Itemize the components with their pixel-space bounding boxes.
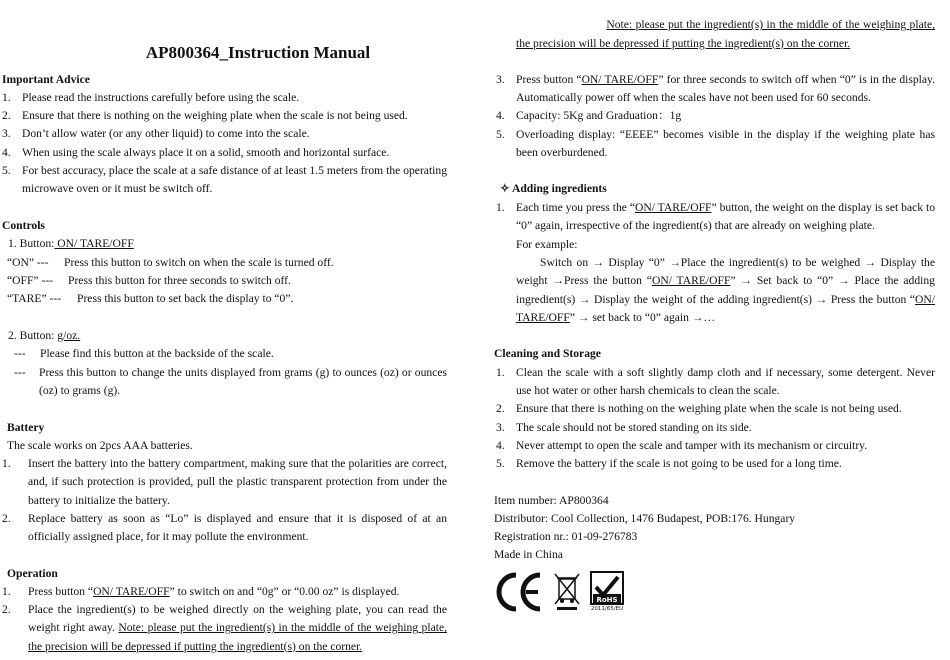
cleaning-item-2: Ensure that there is nothing on the weighing plate when the scale is not being used. (516, 402, 902, 415)
op2-note-cont: Note: please put the ingredient(s) in the middle of the weighing plate, the precision will be depressed if putting the ingredient(s) on the corner. (516, 18, 935, 50)
op2-pre: Place the ingredient(s) to be weighed directly on the weighing plate, you can read the weight right away. (28, 603, 447, 635)
advice-item-1: Please read the instructions carefully before using the scale. (22, 91, 300, 104)
rohs-icon (590, 571, 624, 611)
tare-key: “TARE” --- (7, 292, 62, 305)
dash-1: --- (14, 347, 26, 360)
op3-button: ON/ TARE/OFF (581, 73, 659, 86)
operation-item-4: Capacity: 5Kg and Graduation：1g (516, 109, 682, 122)
cleaning-heading: Cleaning and Storage (494, 347, 601, 360)
adding-item-1 (516, 199, 935, 236)
cleaning-number-3: 3. (496, 421, 505, 434)
advice-number-3: 3. (2, 127, 11, 140)
button2-prefix: 2. Button: (8, 329, 55, 342)
advice-number-2: 2. (2, 109, 11, 122)
advice-item-2: Ensure that there is nothing on the weighing plate when the scale is not being used. (22, 109, 408, 122)
rohs-date: 2011/65/EU (590, 606, 624, 612)
button2-text-2 (39, 364, 447, 401)
made-in: Made in China (494, 548, 563, 561)
example-button-1: ON/ TARE/OFF (651, 274, 731, 288)
button2-text-1: Please find this button at the backside of the scale. (40, 347, 274, 360)
button2-text-2-content: Press this button to change the units displayed from grams (g) to ounces (oz) or ounces (oz) to grams (g). (39, 366, 447, 398)
advice-number-1: 1. (2, 91, 11, 104)
on-key: “ON” --- (7, 256, 49, 269)
battery-number-1: 1. (2, 457, 11, 470)
button1-name: ON/ TARE/OFF (54, 237, 134, 250)
item-number: Item number: AP800364 (494, 494, 609, 507)
adding-example-label: For example: (516, 238, 578, 251)
cleaning-number-1: 1. (496, 366, 505, 379)
on-line (7, 254, 49, 272)
example-button-2: ON/ TARE/OFF (516, 292, 935, 324)
adding-button: ON/ TARE/OFF (634, 201, 712, 214)
adding-number-1: 1. (496, 201, 505, 214)
operation-number-5: 5. (496, 128, 505, 141)
operation-number-3: 3. (496, 73, 505, 86)
battery-intro: The scale works on 2pcs AAA batteries. (7, 439, 193, 452)
operation-item-5: Overloading display: “EEEE” becomes visible in the display if the weighing plate has been overburdened. (516, 128, 935, 160)
cleaning-number-4: 4. (496, 439, 505, 452)
off-line (7, 272, 53, 290)
advice-number-4: 4. (2, 146, 11, 159)
cleaning-item-4: Never attempt to open the scale and tamper with its mechanism or circuitry. (516, 439, 868, 452)
page-title: AP800364_Instruction Manual (145, 43, 371, 62)
button1-line (8, 235, 134, 253)
tare-line (7, 290, 61, 308)
adding-ingredients-heading: ✧ Adding ingredients (500, 182, 607, 195)
battery-item-2: Replace battery as soon as “Lo” is displayed and ensure that it is disposed of at an officially assigned place, for it may pollute the environment. (28, 512, 447, 544)
operation-item-2-part1 (28, 601, 447, 653)
operation-number-1: 1. (2, 585, 11, 598)
weee-bin-icon (552, 571, 582, 611)
operation-number-4: 4. (496, 109, 505, 122)
button2-name: g/oz. (57, 329, 81, 342)
op3-post: ” for three seconds to switch off when “0” is in the display. Automatically power off when the scales have not been used for 60 seconds. (516, 73, 935, 105)
adding-pre: Each time you press the “ (516, 201, 635, 214)
operation-item-1 (28, 583, 447, 601)
op1-pre: Press button “ (28, 585, 94, 598)
example-part-3: ” → set back to “0” again →… (569, 310, 716, 324)
example-part-1: Switch on → Display “0” →Place the ingredient(s) to be weighed → Display the weight →Press the button “ (516, 256, 935, 288)
cleaning-number-2: 2. (496, 402, 505, 415)
battery-number-2: 2. (2, 512, 11, 525)
button2-line (8, 327, 80, 345)
off-text: Press this button for three seconds to switch off. (68, 274, 291, 287)
cleaning-number-5: 5. (496, 457, 505, 470)
op2-note: Note: please put the ingredient(s) in the middle of the weighing plate, the precision will be depressed if putting the ingredient(s) on the corner. (28, 621, 447, 653)
advice-item-3: Don’t allow water (or any other liquid) to come into the scale. (22, 127, 310, 140)
adding-post: ” button, the weight on the display is set back to “0” again, irrespective of the ingredient(s) that are already on weighing plate. (516, 201, 936, 233)
operation-number-2: 2. (2, 603, 11, 616)
controls-heading: Controls (2, 219, 45, 232)
dash-2: --- (14, 366, 26, 379)
cleaning-item-5: Remove the battery if the scale is not going to be used for a long time. (516, 457, 842, 470)
on-text: Press this button to switch on when the scale is turned off. (64, 256, 334, 269)
distributor: Distributor: Cool Collection, 1476 Budapest, POB:176. Hungary (494, 512, 796, 525)
example-part-2: ” → Set back to “0” → Place the adding ingredient(s) → Display the weight of the adding ingredient(s) → Press the button “ (516, 274, 935, 306)
compliance-marks (494, 571, 634, 611)
operation-heading: Operation (7, 567, 58, 580)
button1-prefix: 1. Button: (8, 237, 55, 250)
adding-example (516, 254, 935, 327)
rohs-label: RoHS (596, 596, 618, 604)
battery-heading: Battery (7, 421, 45, 434)
op1-post: ” to switch on and “0g” or “0.00 oz” is displayed. (169, 585, 400, 598)
important-advice-heading: Important Advice (2, 73, 90, 86)
advice-item-4: When using the scale always place it on a solid, smooth and horizontal surface. (22, 146, 390, 159)
cleaning-item-1: Clean the scale with a soft slightly damp cloth and if necessary, some detergent. Never use hot water or other harsh chemicals to clean the scale. (516, 366, 935, 398)
tare-text: Press this button to set back the display to “0”. (77, 292, 294, 305)
off-key: “OFF” --- (7, 274, 54, 287)
battery-item-1: Insert the battery into the battery compartment, making sure that the polarities are correct, and, if such protection is provided, pull the plastic transparent protection from under the battery to initialize the battery. (28, 457, 447, 507)
operation-item-3 (516, 71, 935, 108)
op1-button: ON/ TARE/OFF (93, 585, 170, 598)
registration: Registration nr.: 01-09-276783 (494, 530, 638, 543)
cleaning-item-3: The scale should not be stored standing on its side. (516, 421, 752, 434)
advice-number-5: 5. (2, 164, 11, 177)
op3-pre: Press button “ (516, 73, 582, 86)
advice-item-5: For best accuracy, place the scale at a safe distance of at least 1.5 meters from the operating microwave oven or it must be switch off. (22, 164, 447, 196)
operation-item-2-continued (516, 18, 935, 72)
